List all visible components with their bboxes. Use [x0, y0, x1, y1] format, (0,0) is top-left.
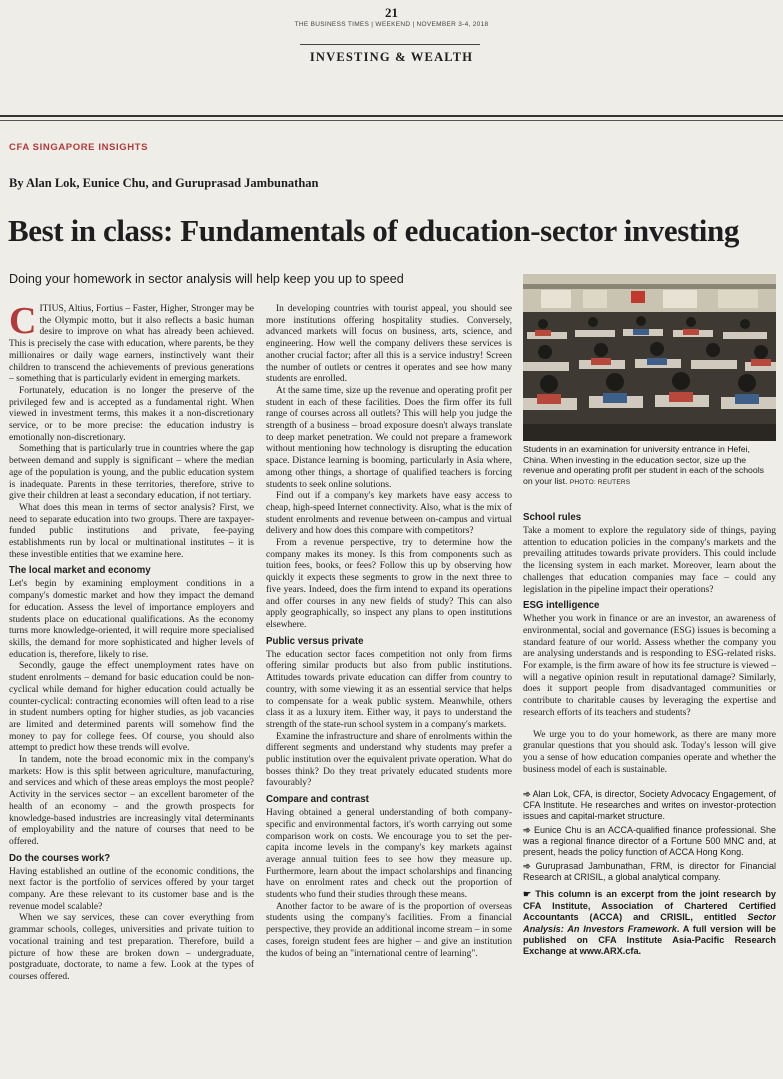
author-bio: [523, 861, 776, 883]
subheading-esg: ESG intelligence: [523, 600, 600, 612]
bio-text: Guruprasad Jambunathan, FRM, is director for Financial Research at CRISIL, a global analytical company.: [523, 861, 776, 883]
kicker: CFA SINGAPORE INSIGHTS: [9, 142, 149, 153]
photo-caption: [523, 444, 776, 488]
arrow-icon: ➾: [523, 789, 531, 800]
editor-note: [523, 889, 776, 957]
paragraph: What does this mean in terms of sector analysis? First, we need to separate education into two groups. There are taxpayer-funded public institutions and private, fee-paying establishments run by local or multinational institutes – it is these investible entities that we examine here.: [9, 502, 254, 560]
article-top-rule-thin: [0, 120, 783, 121]
standfirst: Doing your homework in sector analysis will help keep you up to speed: [9, 272, 404, 286]
photo-credit: PHOTO: REUTERS: [569, 478, 631, 486]
paragraph: Another factor to be aware of is the proportion of overseas students using the company's facilities. From a financial perspective, they provide an additional income stream – in some cases, foreign student fees are higher – and give an institution the kudos of being an "international centre of learning".: [266, 901, 512, 959]
bio-text: Eunice Chu is an ACCA-qualified finance professional. She was a regional finance director of a Fortune 500 MNC and, at present, heads the policy function of ACCA Hong Kong.: [523, 825, 776, 858]
arrow-icon: ➾: [523, 825, 531, 836]
article-top-rule: [0, 115, 783, 117]
paragraph: Examine the infrastructure and share of enrolments within the different segments and understand why students may prefer a public institution over the equivalent private operation. What do bosses think? Do they treat privately educated students more favourably?: [266, 731, 512, 789]
paragraph: [9, 304, 254, 386]
paragraph: Fortunately, education is no longer the preserve of the privileged few and is accepted as a fundamental right. When viewed in investment terms, this makes it a non-discretionary service, or to be more precise: the education industry is emotionally non-discretionary.: [9, 385, 254, 443]
pointing-hand-icon: ☛: [523, 889, 532, 900]
headline: Best in class: Fundamentals of education-sector investing: [8, 213, 739, 248]
spacer: [523, 776, 776, 786]
article-column-2: [266, 304, 512, 1076]
paragraph: Having obtained a general understanding of both company-specific and environmental factors, it's worth carrying out some comparison work on costs. We encourage you to set the per-capita income levels in the company's key markets against average annual tuition fees to see how they measure up. Furthermore, learn about the impact scholarships and financing have on enrolment rates and check out the proportion of students who fund their studies through these means.: [266, 808, 512, 901]
paragraph: We urge you to do your homework, as there are many more granular questions that you should ask. Today's lesson will give you a sense of how education companies operate and whether the business model of each is sustainable.: [523, 729, 776, 775]
subheading-local-market: The local market and economy: [9, 565, 151, 577]
section-rule: [300, 44, 480, 45]
report-title: Sector Analysis: An Investors Framework: [523, 912, 776, 934]
paragraph: When we say services, these can cover everything from grammar schools, colleges, universities and private tuition to vocational training and test preparation. Therefore, build a picture of how these are broken down – undergraduate, postgraduate, doctorate, to name a few. Look at the types of courses offered.: [9, 913, 254, 982]
article-column-1: [9, 304, 254, 1076]
classroom-photo-illustration: [523, 274, 776, 441]
subheading-compare: Compare and contrast: [266, 794, 369, 806]
caption-text: Students in an examination for university entrance in Hefei, China. When investing in the education sector, size up the revenue and operating profit per student in each of the schools on your list.: [523, 444, 764, 486]
paragraph: In developing countries with tourist appeal, you should see more institutions offering hospitality studies. Conversely, advanced markets will focus on business, arts, science, and engineering. How well the company delivers these services is another crucial factor; after all this is a service industry! Screen the number of outlets or centres it operates and see how many students are enrolled.: [266, 304, 512, 385]
page-number: 21: [385, 5, 398, 20]
note-text: . A full version will be published on CFA Institute Asia-Pacific Research Exchange at www.ARX.cfa.: [523, 923, 776, 957]
article-column-3: [523, 508, 776, 1076]
paragraph-text: ITIUS, Altius, Fortius – Faster, Higher, Stronger may be the Olympic motto, but it also reflects a basic human desire to improve on what has already been achieved. This is precisely the case with education, where parents, be they millionaires or daily wage earners, instinctively want their children to transcend the achievements of previous generations – something that is particularly evident in emerging markets.: [9, 304, 254, 385]
subheading-school-rules: School rules: [523, 512, 582, 523]
paragraph: From a revenue perspective, try to determine how the company makes its money. Is this from components such as tuition fees, books, or fees? Follow this up by observing how quickly it expects these segments to grow in the next three to five years. Indeed, does the firm intend to expand its operations and offer courses in any new fields of study? This can also apply geographically, so inspect any plans to open institutions elsewhere.: [266, 538, 512, 630]
paragraph: Whether you work in finance or are an investor, an awareness of environmental, social and governance (ESG) issues is becoming a standard feature of our world. Assess whether the company you are analysing understands and is responding to ESG-related risks. For example, is the firm aware of how its fee structure is viewed – will a negative opinion result in reputational damage? Similarly, does it support people from disadvantaged communities or contribute to charitable causes by leveraging the expertise and research efforts of its teachers and students?: [523, 614, 776, 718]
paragraph: At the same time, size up the revenue and operating profit per student in each of these facilities. Does the firm offer its full range of courses across all outlets? This will help you judge the strength of a business – broad exposure doesn't always translate to deep market penetration. We could not prepare a framework without mentioning how technology is disrupting the education space. Distance learning is booming, particularly in Asia where, among other things, a shortage of qualified teachers is forcing students to seek online solutions.: [266, 385, 512, 490]
subheading-courses: Do the courses work?: [9, 852, 111, 864]
paragraph: In tandem, note the broad economic mix in the company's markets: How is this split between agriculture, manufacturing, and services and which of these areas employs the most people? Activity in the services sector – an excellent barometer of the health of an economy – and the growth prospects for knowledge-based industries are increasingly vital determinants of employability and the nature of courses that need to be offered.: [9, 755, 254, 847]
masthead: [0, 6, 783, 28]
paragraph: Find out if a company's key markets have easy access to cheap, high-speed Internet connectivity. Also, what is the mix of student enrolments and revenue between on-campus and virtual delivery and how does this compare with competitors?: [266, 491, 512, 537]
byline: By Alan Lok, Eunice Chu, and Guruprasad Jambunathan: [9, 176, 319, 190]
paragraph: Something that is particularly true in countries where the gap between demand and supply is significant – where the median age of the population is young, and the public education system is inadequate. Parents in these territories, therefore, strive to give their children at least a secondary education, if not tertiary.: [9, 444, 254, 502]
author-bio: [523, 789, 776, 822]
paragraph: Let's begin by examining employment conditions in a company's domestic market and how they impact the demand for education. Assess the level of importance employers and students place on educational qualifications. As the economy turns more knowledge-oriented, it will require more specialised skills, the demand for more sophisticated and higher levels of education is, therefore, likely to rise.: [9, 579, 254, 660]
spacer: [523, 720, 776, 730]
publication-line: THE BUSINESS TIMES | WEEKEND | NOVEMBER 3-4, 2018: [294, 21, 489, 28]
dropcap: C: [9, 304, 37, 342]
section-title: INVESTING & WEALTH: [309, 50, 474, 64]
subheading-public-private: Public versus private: [266, 635, 364, 647]
paragraph: Secondly, gauge the effect unemployment rates have on student enrolments – demand for basic education could be non-cyclical while demand for higher education could actually be counter-cyclical: contracting economies will often lead to a rise in student numbers opting for higher studies, as job vacancies are limited and determined parents will somehow find the money to pay for college fees. Of course, you should also attempt to predict how these trends will evolve.: [9, 661, 254, 754]
paragraph: Having established an outline of the economic conditions, the next factor is the portfolio of services offered by your target company. Are these relevant to its customer base and is the revenue model scalable?: [9, 866, 254, 912]
classroom-photo: [523, 274, 776, 441]
note-text: This column is an excerpt from the joint research by CFA Institute, Association of Chartered Certified Accountants (ACCA) and CRISIL, entitled: [523, 889, 776, 923]
arrow-icon: ➾: [523, 861, 531, 872]
paragraph: The education sector faces competition not only from firms offering similar products but also from public institutions. Attitudes towards private education can differ from country to country, with some viewing it as an essential service that helps to compensate for a weak public system. Meanwhile, others class it as a luxury item. Either way, it pays to understand the strength of the state-run school system in a company's markets.: [266, 649, 512, 730]
paragraph: Take a moment to explore the regulatory side of things, paying attention to education policies in the company's markets and the prevailing attitudes towards private providers. This could include the licensing system in each market. Moreover, learn about the challenges that education companies may face – could any legislation in the pipeline impact their operations?: [523, 526, 776, 595]
bio-text: Alan Lok, CFA, is director, Society Advocacy Engagement, of CFA Institute. He researches and writes on investor-protection issues and capital-market structure.: [523, 789, 776, 822]
author-bio: [523, 825, 776, 858]
